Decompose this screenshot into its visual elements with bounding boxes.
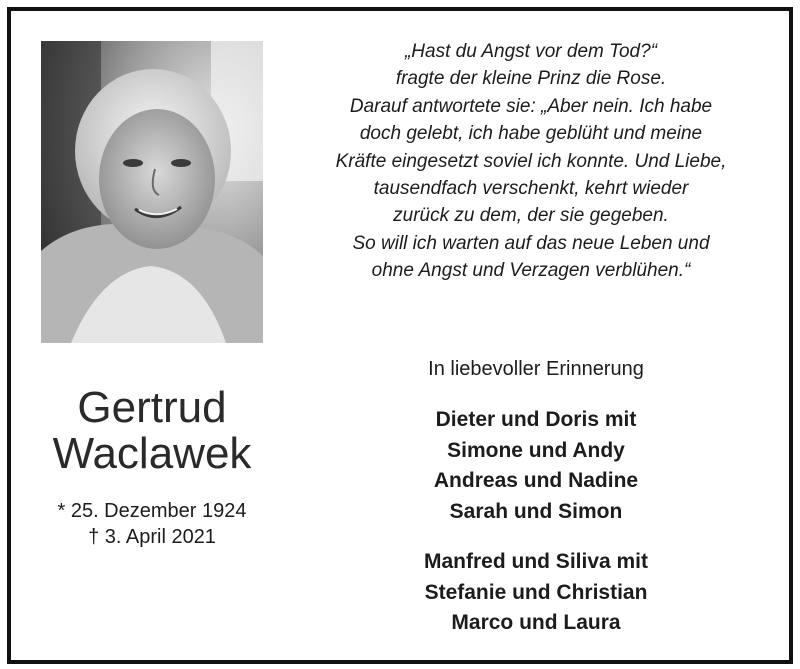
family-line: Marco und Laura	[451, 611, 621, 634]
poem-quote	[281, 38, 781, 285]
life-dates	[21, 498, 283, 550]
poem-line: Kräfte eingesetzt soviel ich konnte. Und Liebe,	[335, 150, 727, 172]
last-name: Waclawek	[52, 429, 252, 478]
family-group-2	[381, 547, 691, 639]
family-line: Manfred und Siliva mit	[423, 550, 649, 573]
poem-line: fragte der kleine Prinz die Rose.	[395, 68, 667, 90]
family-line: Dieter und Doris mit	[435, 408, 637, 431]
death-date: † 3. April 2021	[88, 526, 216, 548]
poem-line: Darauf antwortete sie: „Aber nein. Ich habe	[349, 95, 713, 117]
poem-line: tausendfach verschenkt, kehrt wieder	[373, 178, 689, 200]
family-line: Stefanie und Christian	[424, 580, 648, 604]
poem-line: doch gelebt, ich habe geblüht und meine	[359, 123, 703, 145]
first-name: Gertrud	[77, 383, 227, 432]
birth-date: * 25. Dezember 1924	[57, 500, 247, 522]
deceased-name	[21, 385, 283, 477]
poem-line: „Hast du Angst vor dem Tod?“	[404, 41, 658, 62]
family-line: Andreas und Nadine	[433, 469, 639, 492]
family-line: Simone und Andy	[447, 438, 625, 462]
family-group-1	[381, 405, 691, 527]
poem-line: So will ich warten auf das neue Leben und	[352, 232, 710, 254]
obituary-card	[7, 7, 793, 664]
poem-line: ohne Angst und Verzagen verblühen.“	[371, 260, 691, 282]
poem-line: zurück zu dem, der sie gegeben.	[393, 205, 669, 227]
portrait-photo	[41, 41, 263, 343]
memorial-intro: In liebevoller Erinnerung	[428, 358, 644, 380]
family-line: Sarah und Simon	[449, 499, 623, 523]
